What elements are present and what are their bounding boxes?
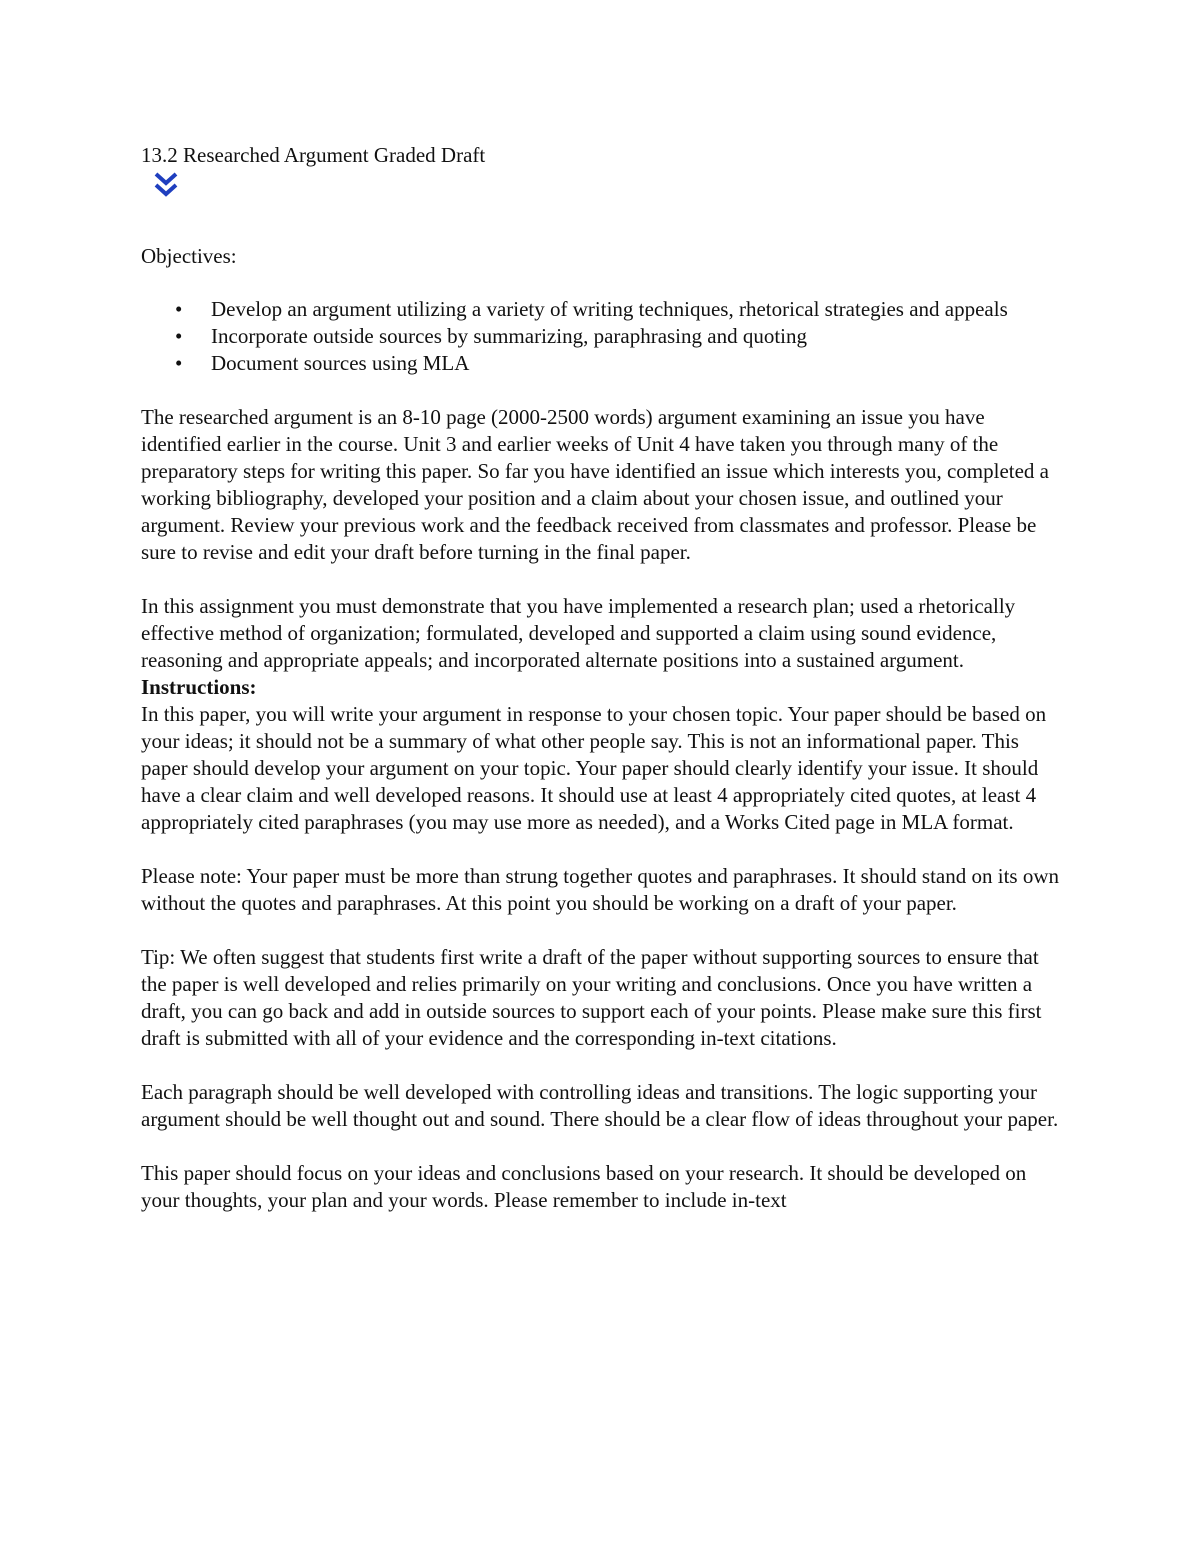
objective-text: Develop an argument utilizing a variety of writing techniques, rhetorical strategies and appeals — [211, 297, 1008, 321]
list-item — [175, 323, 1066, 350]
page-title: 13.2 Researched Argument Graded Draft — [141, 143, 486, 167]
focus-paragraph: This paper should focus on your ideas and conclusions based on your research. It should be developed on your thoughts, your plan and your words. Please remember to include in-text — [141, 1161, 1027, 1212]
bullet: • — [175, 324, 183, 348]
objective-text: Incorporate outside sources by summarizing, paraphrasing and quoting — [211, 324, 808, 348]
tip-paragraph: Tip: We often suggest that students first write a draft of the paper without supporting sources to ensure that the paper is well developed and relies primarily on your writing and conclusions. Once you have written a draft, you can go back and add in outside sources to support each of your points. Please make sure this first draft is submitted with all of your evidence and the corresponding in-text citations. — [141, 945, 1042, 1050]
instructions-paragraph: In this paper, you will write your argument in response to your chosen topic. Your paper should be based on your ideas; it should not be a summary of what other people say. This is not an informational paper. This paper should develop your argument on your topic. Your paper should clearly identify your issue. It should have a clear claim and well developed reasons. It should use at least 4 appropriately cited quotes, at least 4 appropriately cited paraphrases (you may use more as needed), and a Works Cited page in MLA format. — [141, 702, 1047, 834]
document-page — [141, 140, 1066, 1214]
list-item — [175, 296, 1066, 323]
intro-paragraph: The researched argument is an 8-10 page (2000-2500 words) argument examining an issue you have identified earlier in the course. Unit 3 and earlier weeks of Unit 4 have taken you through many of the preparatory steps for writing this paper. So far you have identified an issue which interests you, completed a working bibliography, developed your position and a claim about your chosen issue, and outlined your argument. Review your previous work and the feedback received from classmates and professor. Please be sure to revise and edit your draft before turning in the final paper. — [141, 405, 1050, 564]
objectives-label: Objectives: — [141, 244, 237, 268]
paragraph-logic-paragraph: Each paragraph should be well developed with controlling ideas and transitions. The logic supporting your argument should be well thought out and sound. There should be a clear flow of ideas throughout your paper. — [141, 1080, 1059, 1131]
objectives-list — [141, 296, 1066, 377]
bullet: • — [175, 297, 183, 321]
instructions-heading: Instructions: — [141, 675, 257, 699]
objective-text: Document sources using MLA — [211, 351, 470, 375]
list-item — [175, 350, 1066, 377]
demonstrate-paragraph: In this assignment you must demonstrate that you have implemented a research plan; used a rhetorically effective method of organization; formulated, developed and supported a claim using sound evidence, reasoning and appropriate appeals; and incorporated alternate positions into a sustained argument. — [141, 594, 1016, 672]
note-paragraph: Please note: Your paper must be more than strung together quotes and paraphrases. It should stand on its own without the quotes and paraphrases. At this point you should be working on a draft of your paper. — [141, 864, 1060, 915]
double-chevron-down-icon[interactable] — [153, 171, 179, 199]
bullet: • — [175, 351, 183, 375]
